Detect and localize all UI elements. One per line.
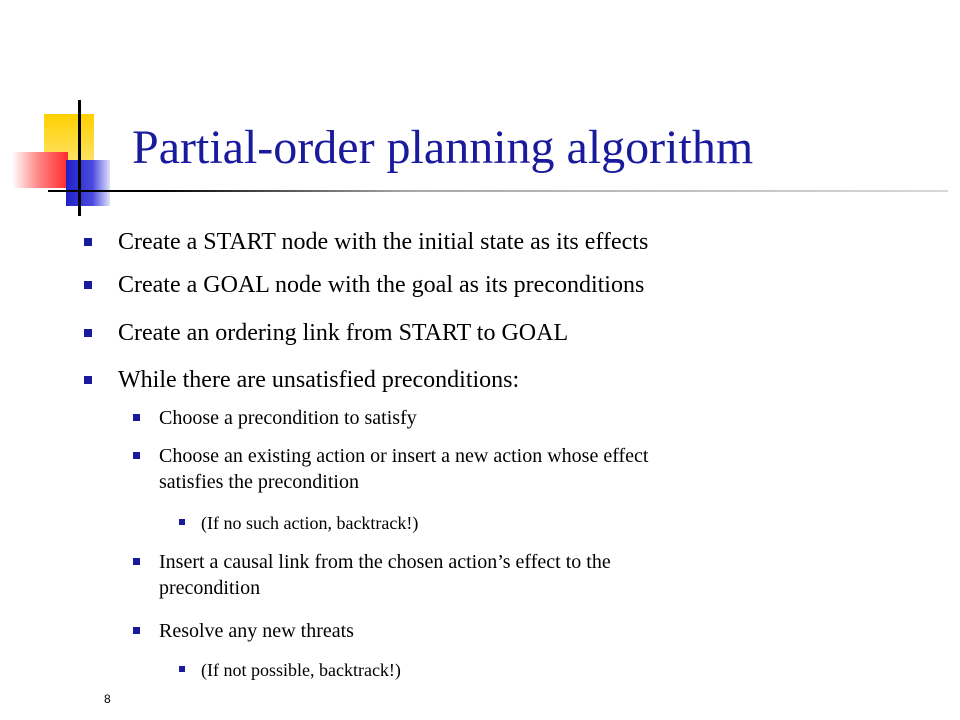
- bullet-marker: [84, 238, 92, 246]
- sub-bullet-item: [159, 405, 417, 431]
- bullet-text: Create a START node with the initial state as its effects: [118, 229, 649, 255]
- bullet-text: Choose an existing action or insert a new action whose effect: [159, 445, 649, 467]
- bullet-marker: [133, 627, 140, 634]
- bullet-marker: [133, 452, 140, 459]
- bullet-text: While there are unsatisfied preconditions:: [118, 367, 520, 393]
- sub-bullet-item: [159, 443, 648, 495]
- bullet-marker: [133, 558, 140, 565]
- bullet-marker: [84, 376, 92, 384]
- bullet-text: Insert a causal link from the chosen action’s effect to the: [159, 551, 611, 573]
- bullet-text: (If no such action, backtrack!): [201, 513, 419, 533]
- bullet-text-continuation: satisfies the precondition: [159, 471, 359, 493]
- sub-bullet-item: [159, 549, 611, 601]
- bullet-marker: [179, 666, 185, 672]
- page-number: 8: [104, 692, 111, 706]
- bullet-marker: [84, 281, 92, 289]
- slide-title: Partial-order planning algorithm: [132, 121, 754, 174]
- bullet-text: Create a GOAL node with the goal as its preconditions: [118, 272, 645, 298]
- sub-bullet-item: [159, 618, 354, 644]
- bullet-marker: [179, 519, 185, 525]
- sub-sub-bullet-item: [201, 511, 418, 535]
- sub-sub-bullet-item: [201, 658, 401, 682]
- bullet-item: [118, 270, 644, 300]
- bullet-text-continuation: precondition: [159, 577, 261, 599]
- bullet-text: (If not possible, backtrack!): [201, 660, 401, 680]
- bullet-item: [118, 365, 519, 395]
- bullet-text: Choose a precondition to satisfy: [159, 407, 417, 429]
- bullet-item: [118, 318, 568, 348]
- bullet-text: Create an ordering link from START to GOAL: [118, 320, 569, 346]
- bullet-marker: [133, 414, 140, 421]
- bullet-marker: [84, 329, 92, 337]
- bullet-text: Resolve any new threats: [159, 620, 354, 642]
- bullet-item: [118, 227, 648, 257]
